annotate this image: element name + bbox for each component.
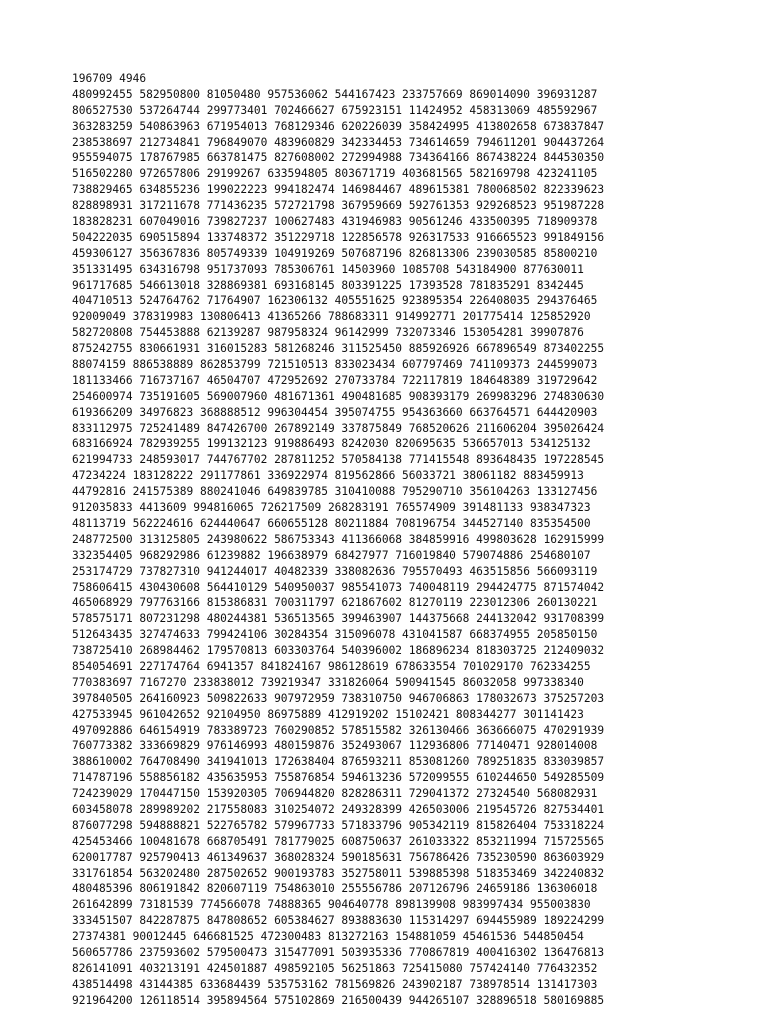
number-line: 363283259 540863963 671954013 768129346 620226039 358424995 413802658 673837847 [72,119,605,133]
number-line: 459306127 356367836 805749339 104919269 507687196 826813306 239030585 85800210 [72,246,598,260]
number-line: 480485396 806191842 820607119 754863010 255556786 207126796 24659186 136306018 [72,882,598,896]
number-line: 331761854 563202480 287502652 900193783 352758011 539885398 518353469 342240832 [72,866,605,880]
number-line: 438514498 43144385 633684439 535753162 781569826 243902187 738978514 131417303 [72,977,598,991]
number-line: 27374381 90012445 646681525 472300483 813272163 154881059 45461536 544850454 [72,930,584,944]
number-line: 560657786 237593602 579500473 315477091 503935336 770867819 400416302 136476813 [72,945,605,959]
number-line: 425453466 100481678 668705491 781779025 608750637 261033322 853211994 715725565 [72,834,605,848]
number-line: 760773382 333669829 976146993 480159876 352493067 112936806 77140471 928014008 [72,739,598,753]
number-line: 332354405 968292986 61239882 196638979 68427977 716019840 579074886 254680107 [72,548,591,562]
document-page [72,71,762,1009]
number-line: 578575171 807231298 480244381 536513565 399463907 144375668 244132042 931708399 [72,612,605,626]
number-line: 397840505 264160923 509822633 907972959 738310750 946706863 178032673 375257203 [72,691,605,705]
number-line: 333451507 842287875 847808652 605384627 893883630 115314297 694455989 189224299 [72,914,605,928]
number-line: 912035833 4413609 994816065 726217509 268283191 765574909 391481133 938347323 [72,501,591,515]
number-line: 480992455 582950800 81050480 957536062 544167423 233757669 869014090 396931287 [72,87,598,101]
number-line: 806527530 537264744 299773401 702466627 675923151 11424952 458313069 485592967 [72,103,598,117]
number-line: 876077298 594888821 522765782 579967733 571833796 905342119 815826404 753318224 [72,818,605,832]
number-line: 683166924 782939255 199132123 919886493 8242030 820695635 536657013 534125132 [72,437,591,451]
number-line: 955594075 178767985 663781475 827608002 272994988 734364166 867438224 844530350 [72,151,605,165]
number-line: 253174729 737827310 941244017 40482339 338082636 795570493 463515856 566093119 [72,564,598,578]
number-line: 238538697 212734841 796849070 483960829 342334453 734614659 794611201 904437264 [72,135,605,149]
number-line: 854054691 227174764 6941357 841824167 986128619 678633554 701029170 762334255 [72,659,591,673]
number-line: 826141091 403213191 424501887 498592105 56251863 725415080 757424140 776432352 [72,961,598,975]
number-line: 758606415 430430608 564410129 540950037 985541073 740048119 294424775 871574042 [72,580,605,594]
number-line: 875242755 830661931 316015283 581268246 311525450 885926926 667896549 873402255 [72,342,605,356]
number-line: 621994733 248593017 744767702 287811252 570584138 771415548 893648435 197228545 [72,453,605,467]
number-line: 248772500 313125805 243980622 586753343 411366068 384859916 499803628 162915999 [72,532,605,546]
number-line: 44792816 241575389 880241046 649839785 310410088 795290710 356104263 133127456 [72,485,598,499]
number-line: 404710513 524764762 71764907 162306132 405551625 923895354 226408035 294376465 [72,294,598,308]
number-line: 516502280 972657806 29199267 633594805 803671719 403681565 582169798 423241105 [72,167,598,181]
number-line: 603458078 289989202 217558083 310254072 249328399 426503006 219545726 827534401 [72,802,605,816]
number-line: 620017787 925790413 461349637 368028324 590185631 756786426 735230590 863603929 [72,850,605,864]
number-line: 714787196 558856182 435635953 755876854 594613236 572099555 610244650 549285509 [72,771,605,785]
number-line: 770383697 7167270 233838012 739219347 331826064 590941545 86032058 997338340 [72,675,584,689]
number-line: 351331495 634316798 951737093 785306761 14503960 1085708 543184900 877630011 [72,262,584,276]
number-line: 497092886 646154919 783389723 760290852 578515582 326130466 363666075 470291939 [72,723,605,737]
number-line: 724239029 170447150 153920305 706944820 828286311 729041372 27324540 568082931 [72,787,598,801]
number-line: 961717685 546613018 328869381 693168145 803391225 17393528 781835291 8342445 [72,278,584,292]
number-line: 88074159 886538889 862853799 721510513 833023434 607797469 741109373 244599073 [72,358,598,372]
number-line: 828898931 317211678 771436235 572721798 367959669 592761353 929268523 951987228 [72,199,605,213]
number-line: 833112975 725241489 847426700 267892149 337875849 768520626 211606204 395026424 [72,421,605,435]
number-line: 619366209 34976823 368888512 996304454 395074755 954363660 663764571 644420903 [72,405,598,419]
number-line: 181133466 716737167 46504707 472952692 270733784 722117819 184648389 319729642 [72,373,598,387]
number-line: 504222035 690515894 133748372 351229718 122856578 926317533 916665523 991849156 [72,230,605,244]
number-line: 183828231 607049016 739827237 100627483 431946983 90561246 433500395 718909378 [72,215,598,229]
number-line: 92009049 378319983 130806413 41365266 788683311 914992771 201775414 125852920 [72,310,591,324]
number-line: 582720808 754453888 62139287 987958324 96142999 732073346 153054281 39907876 [72,326,584,340]
number-line: 388610002 764708490 341941013 172638404 876593211 853081260 789251835 833039857 [72,755,605,769]
header-line: 196709 4946 [72,72,147,85]
number-line: 47234224 183128222 291177861 336922974 819562866 56033721 38061182 883459913 [72,469,584,483]
number-line: 48113719 562224616 624440647 660655128 80211884 708196754 344527140 835354500 [72,516,591,530]
number-line: 738829465 634855236 199022223 994182474 146984467 489615381 780068502 822339623 [72,183,605,197]
number-line: 261642899 73181539 774566078 74888365 904640778 898139908 983997434 955003830 [72,898,591,912]
number-line: 465068929 797763166 815386831 700311797 621867602 81270119 223012306 260130221 [72,596,598,610]
number-line: 427533945 961042652 92104950 86975889 412919202 15102421 808344277 301141423 [72,707,584,721]
number-line: 254600974 735191605 569007960 481671361 490481685 908393179 269983296 274830630 [72,389,605,403]
number-line: 512643435 327474633 799424106 30284354 315096078 431041587 668374955 205850150 [72,628,598,642]
number-line: 921964200 126118514 395894564 575102869 216500439 944265107 328896518 580169885 [72,993,605,1007]
number-line: 738725410 268984462 179570813 603303764 540396002 186896234 818303725 212409032 [72,644,605,658]
